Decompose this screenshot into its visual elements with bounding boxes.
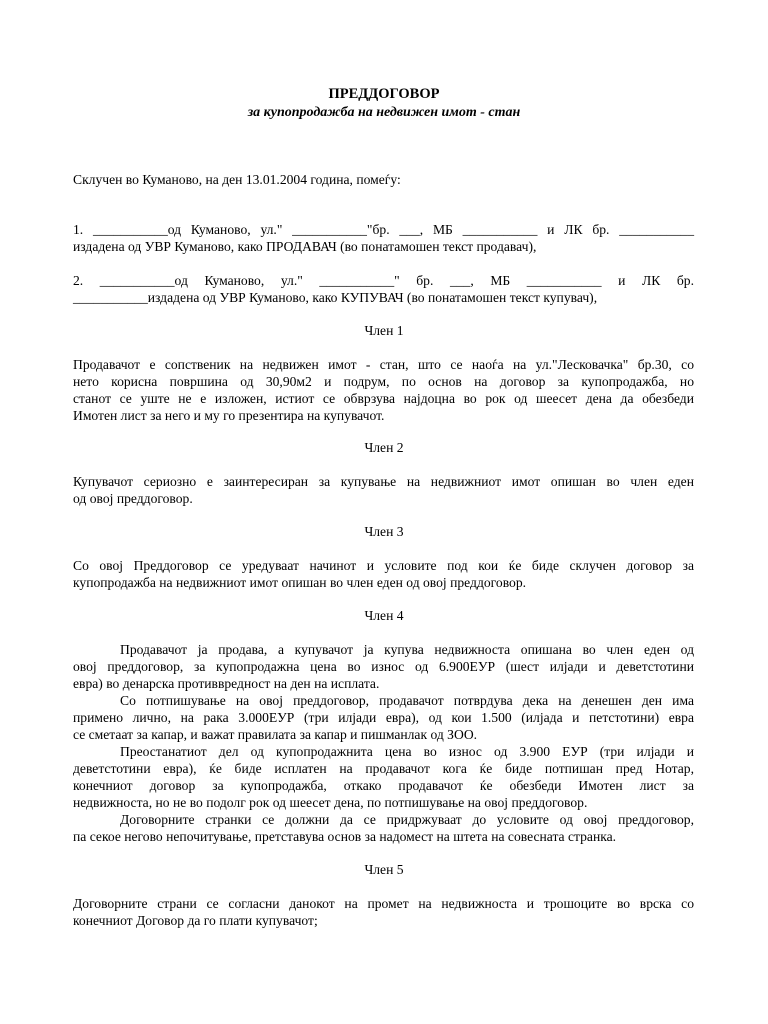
article-line: станот се уште не е изложен, истиот се обврзува најдоцна во рок од шеесет дена да обезбеди [73, 391, 694, 406]
article-line: овој преддоговор, за купопродажна цена во износ од 6.900ЕУР (шест илјади и деветстотини [73, 659, 694, 674]
article-line: недвижноста, но не во подолг рок од шеесет дена, по потпишување на овој преддоговор. [73, 795, 588, 810]
article-heading: Член 2 [364, 440, 404, 455]
article-line: Продавачот ја продава, а купувачот ја купува недвижноста опишана во член еден од [120, 642, 694, 657]
article-line: евра) во денарска противвредност на ден на исплата. [73, 676, 380, 691]
party2-line: 2. ___________од Куманово, ул." ___________" бр. ___, МБ ___________ и ЛК бр. [73, 273, 694, 288]
article-line: Продавачот е сопственик на недвижен имот - стан, што се наоѓа на ул."Лесковачка" бр.30, со [73, 357, 694, 372]
article-line: Со овој Преддоговор се уредуваат начинот и условите под кои ќе биде склучен договор за [73, 558, 694, 573]
article-line: од овој преддоговор. [73, 491, 193, 506]
document-subtitle: за купопродажба на недвижен имот - стан [247, 105, 521, 120]
article-heading: Член 5 [364, 862, 404, 877]
article-line: Преостанатиот дел од купопродажнита цена во износ од 3.900 ЕУР (три илјади и [120, 744, 694, 759]
article-line: нето корисна површина од 30,90м2 и подрум, по основ на договор за купопродажба, но [73, 374, 694, 389]
article-line: Имотен лист за него и му го презентира на купувачот. [73, 408, 385, 423]
intro-line: Склучен во Куманово, на ден 13.01.2004 година, помеѓу: [73, 172, 401, 187]
article-line: конечниот договор за купопродажба, откако продавачот ќе обезбеди Имотен лист за [73, 778, 694, 793]
article-heading: Член 4 [364, 608, 404, 623]
party1-line: 1. ___________од Куманово, ул." ___________"бр. ___, МБ ___________ и ЛК бр. ___________ [73, 222, 694, 237]
article-line: Договорните страни се согласни данокот на промет на недвижноста и трошоците во врска со [73, 896, 694, 911]
article-line: па секое негово непочитување, претставува основ за надомест на штета на совесната странка. [73, 829, 617, 844]
document-title: ПРЕДДОГОВОР [328, 86, 440, 102]
party1-line: издадена од УВР Куманово, како ПРОДАВАЧ (во понатамошен текст продавач), [73, 239, 537, 254]
article-line: Купувачот сериозно е заинтересиран за купување на недвижниот имот опишан во член еден [73, 474, 694, 489]
article-heading: Член 1 [364, 323, 404, 338]
article-line: се сметаат за капар, и важат правилата за капар и пишманлак од ЗОО. [73, 727, 478, 742]
article-line: Со потпишување на овој преддоговор, продавачот потврдува дека на денешен ден има [120, 693, 694, 708]
article-line: купопродажба на недвижниот имот опишан во член еден од овој преддоговор. [73, 575, 527, 590]
article-line: деветстотини евра), ќе биде исплатен на продавачот кога ќе биде потпишан пред Нотар, [73, 761, 694, 776]
article-line: конечниот Договор да го плати купувачот; [73, 913, 318, 928]
article-heading: Член 3 [364, 524, 404, 539]
article-line: примено лично, на рака 3.000ЕУР (три илјади евра), од кои 1.500 (илјада и петстотини) евра [73, 710, 694, 725]
party2-line: ___________издадена од УВР Куманово, како КУПУВАЧ (во понатамошен текст купувач), [73, 290, 598, 305]
article-line: Договорните странки се должни да се придржуваат до условите од овој преддоговор, [120, 812, 694, 827]
